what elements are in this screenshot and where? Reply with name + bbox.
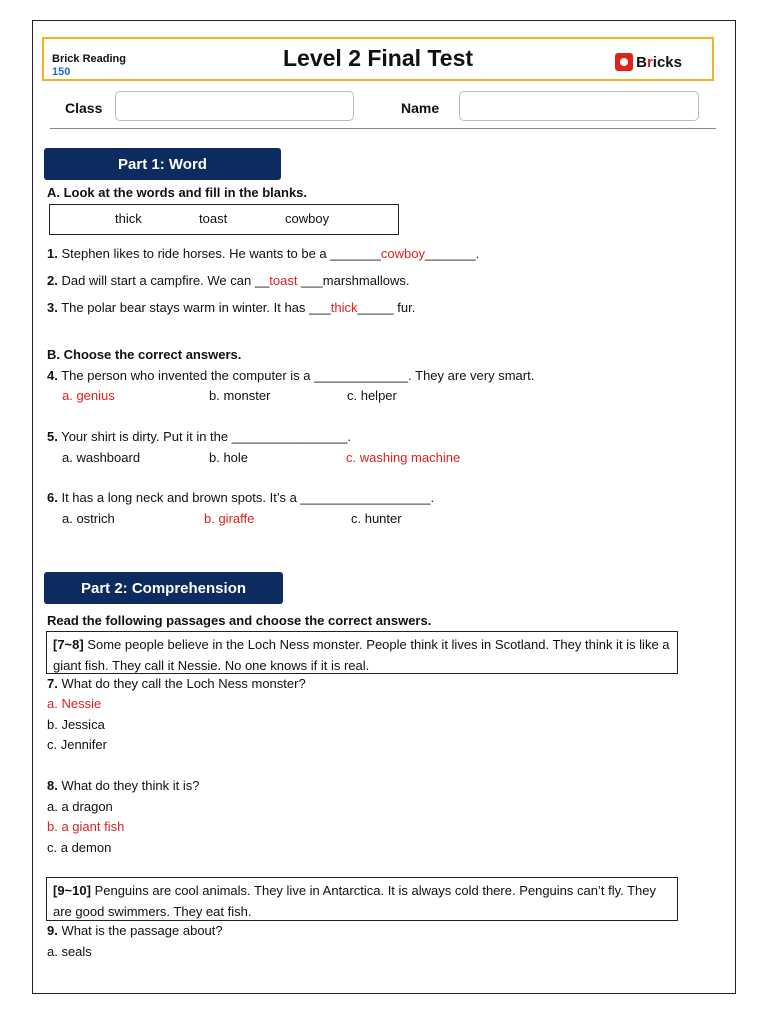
page-title: Level 2 Final Test [282,45,474,71]
option-a: a. genius [62,388,115,403]
question-4: 4. The person who invented the computer is a _____________. They are very smart. [47,368,535,383]
brand-level: 150 [52,66,71,78]
section-a-instruction: A. Look at the words and fill in the blanks. [47,185,308,200]
option-b: b. monster [209,388,271,403]
name-field[interactable] [459,91,699,121]
class-label: Class [65,100,103,116]
bricks-logo-icon [615,53,633,71]
option-c: c. Jennifer [47,737,107,752]
divider [50,128,716,129]
answer: toast [269,273,298,288]
question-3: 3. The polar bear stays warm in winter. It has ___thick_____ fur. [47,300,416,315]
option-b: b. Jessica [47,717,105,732]
word-bank-item: cowboy [285,211,330,226]
passage-9-10: [9~10] Penguins are cool animals. They live in Antarctica. It is always cold there. Penguins can’t fly. They are good swimmers. They eat fish. [46,877,678,921]
question-9: 9. What is the passage about? [47,923,223,938]
question-1: 1. Stephen likes to ride horses. He wants to be a _______cowboy_______. [47,246,480,261]
option-a: a. washboard [62,450,141,465]
option-c: c. helper [347,388,397,403]
option-b: b. hole [209,450,249,465]
answer: thick [330,300,358,315]
word-bank-item: thick [115,211,142,226]
brand-name: Brick Reading [52,53,126,65]
option-a: a. ostrich [62,511,115,526]
option-b: b. a giant fish [47,819,125,834]
question-5: 5. Your shirt is dirty. Put it in the ________________. [47,429,352,444]
option-b: b. giraffe [204,511,255,526]
bricks-logo-text: Bricks [636,53,682,71]
word-bank [49,204,399,235]
question-7: 7. What do they call the Loch Ness monster? [47,676,306,691]
answer: cowboy [380,246,425,261]
passage-7-8: [7~8] Some people believe in the Loch Ness monster. People think it lives in Scotland. They think it is like a giant fish. They call it Nessie. No one knows if it is real. [46,631,678,674]
class-field[interactable] [115,91,354,121]
part2-instruction: Read the following passages and choose the correct answers. [47,613,432,628]
part2-header: Part 2: Comprehension [44,572,283,604]
question-8: 8. What do they think it is? [47,778,200,793]
header-box [42,37,714,81]
section-b-instruction: B. Choose the correct answers. [47,347,242,362]
word-bank-item: toast [199,211,228,226]
option-c: c. washing machine [346,450,461,465]
name-label: Name [401,100,440,116]
option-a: a. seals [47,944,92,959]
option-a: a. Nessie [47,696,102,711]
question-6: 6. It has a long neck and brown spots. It’s a __________________. [47,490,435,505]
part1-header: Part 1: Word [44,148,281,180]
bricks-logo [615,53,682,71]
option-a: a. a dragon [47,799,113,814]
option-c: c. hunter [351,511,402,526]
option-c: c. a demon [47,840,112,855]
question-2: 2. Dad will start a campfire. We can __toast ___marshmallows. [47,273,410,288]
